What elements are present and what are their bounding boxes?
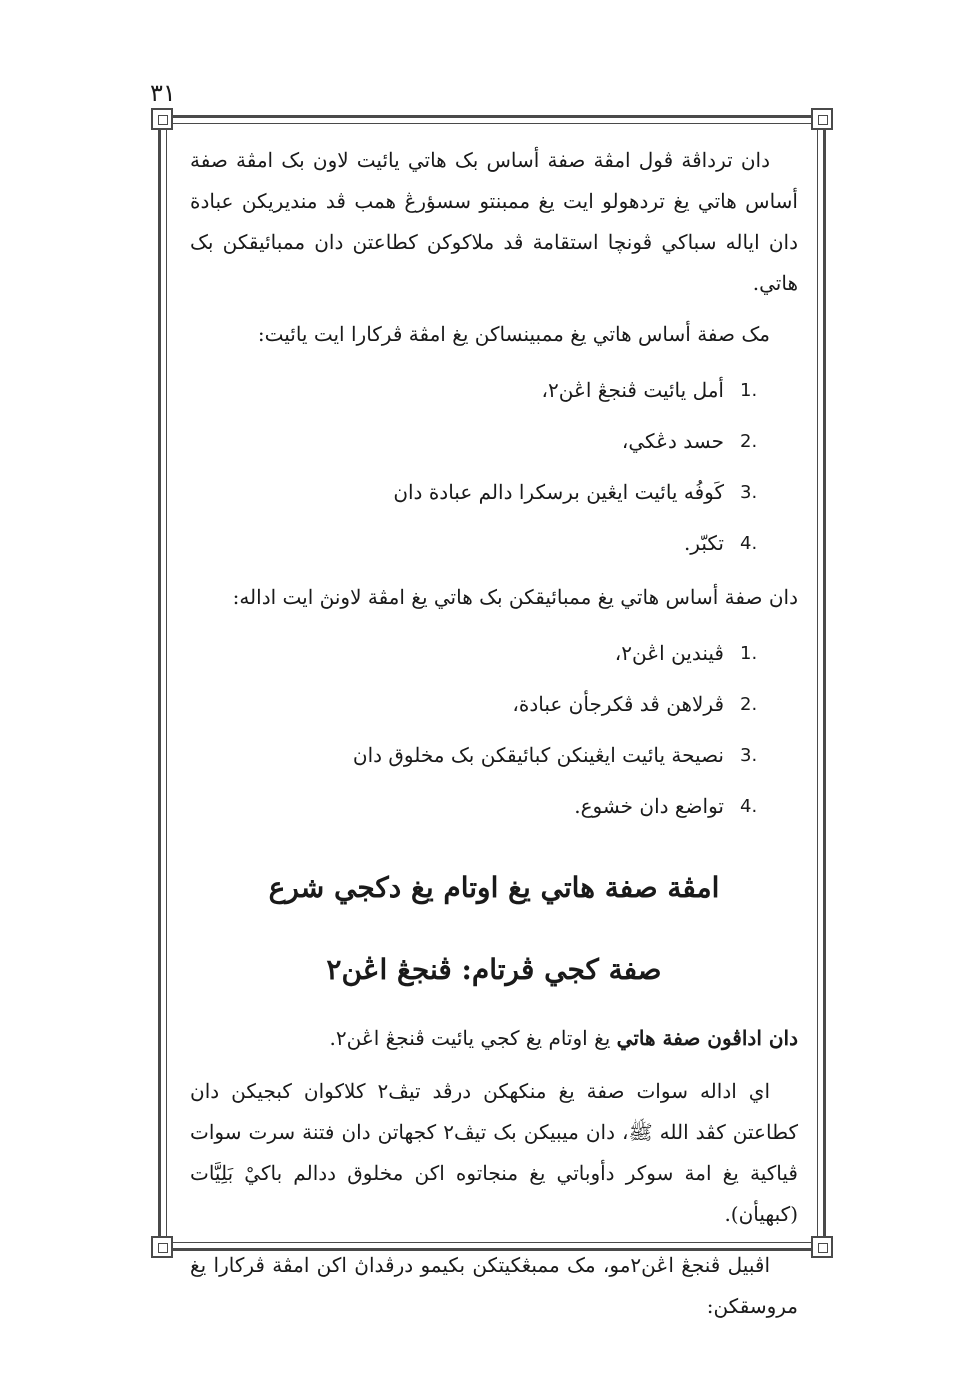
- list-number: 2.: [740, 431, 758, 452]
- frame-corner-ornament: [811, 1236, 833, 1258]
- frame-corner-ornament: [811, 108, 833, 130]
- subsection-heading: صفة کجي ڤرتام: ڤنجڠ اڠن٢: [326, 953, 662, 986]
- list-item: [190, 679, 798, 730]
- list-item: [190, 628, 798, 679]
- paragraph: دان ترداڤة ڤول امڤة صفة أساس بک هاتي يائيت لاون بک امڤة صفة أساس هاتي يغ تردهولو ايت يغ ممبنتو سسؤرڠ همب ڤد منديريکن عبادة دان ايالە سباکي ڤونچا استقامة ڤد ملاکوکن کطاعتن دان ممبائيقکن بک هاتي.: [190, 148, 798, 295]
- list-item: [190, 365, 798, 416]
- paragraph: اڤبيل ڤنجڠ اڠن٢مو، مک ممبڠکيتکن بکيمو درڤداڽ اکن امڤة ڤرکارا يغ مروسقکن:: [190, 1253, 798, 1318]
- list-number: 4.: [740, 533, 758, 554]
- list-text: أمل يائيت ڤنجڠ اڠن٢،: [541, 378, 724, 402]
- list-item: [190, 416, 798, 467]
- list-item: [190, 467, 798, 518]
- lead-text: يغ اوتام يغ کجي يائيت ڤنجڠ اڠن٢.: [329, 1026, 617, 1050]
- list-item: [190, 730, 798, 781]
- paragraph: اي اداله سوات صفة يغ منکهکن درڤد تيڤ٢ کلاکوان کبجيکن دان کطاعتن کڤد الله ﷺ، دان ميبيکن بک تيڤ٢ کجهاتن دان فتنة سرت سوات ڤياکية يغ امة سوکر دأوباتي يغ منجاتوه اکن مخلوق ددالم باکيْ بَلِيَّات (کبهيأن).: [190, 1079, 799, 1226]
- numbered-list: [190, 365, 798, 569]
- list-text: ڤرلاهن ڤد ڤکرجأن عبادة،: [512, 692, 724, 716]
- list-number: 3.: [740, 745, 758, 766]
- frame-corner-ornament: [151, 1236, 173, 1258]
- list-number: 1.: [740, 643, 758, 664]
- section-heading: امڤة صفة هاتي يغ اوتام يغ دکجي شرع: [268, 871, 720, 904]
- list-text: نصيحة يائيت ايڠينکن کبائيقکن بک مخلوق دان: [352, 743, 724, 767]
- list-text: تکبّر.: [683, 531, 724, 555]
- list-item: [190, 518, 798, 569]
- list-text: ڤيندين اڠن٢،: [614, 641, 724, 665]
- list-number: 2.: [740, 694, 758, 715]
- list-number: 1.: [740, 380, 758, 401]
- list-text: تواضع دان خشوع.: [574, 794, 724, 818]
- numbered-list: [190, 628, 798, 832]
- list-number: 4.: [740, 796, 758, 817]
- list-text: حسد دڠکي،: [621, 429, 724, 453]
- list-number: 3.: [740, 482, 758, 503]
- list-text: کَوفُه يائيت ايڠين برسکرا دالم عبادة دان: [393, 480, 724, 504]
- paragraph: مک صفة أساس هاتي يغ ممبينساکن يغ امڤة ڤرکارا ايت يائيت:: [257, 322, 770, 346]
- list-item: [190, 781, 798, 832]
- page-content: [190, 140, 799, 1318]
- page-number: ٣١: [150, 79, 176, 107]
- paragraph: دان صفة أساس هاتي يغ ممبائيقکن بک هاتي يغ امڤة لاونڽ ايت اداله:: [232, 585, 798, 609]
- frame-corner-ornament: [151, 108, 173, 130]
- lead-bold-text: دان اداڤون صفة هاتي: [616, 1026, 798, 1050]
- lead-paragraph: [190, 1018, 798, 1059]
